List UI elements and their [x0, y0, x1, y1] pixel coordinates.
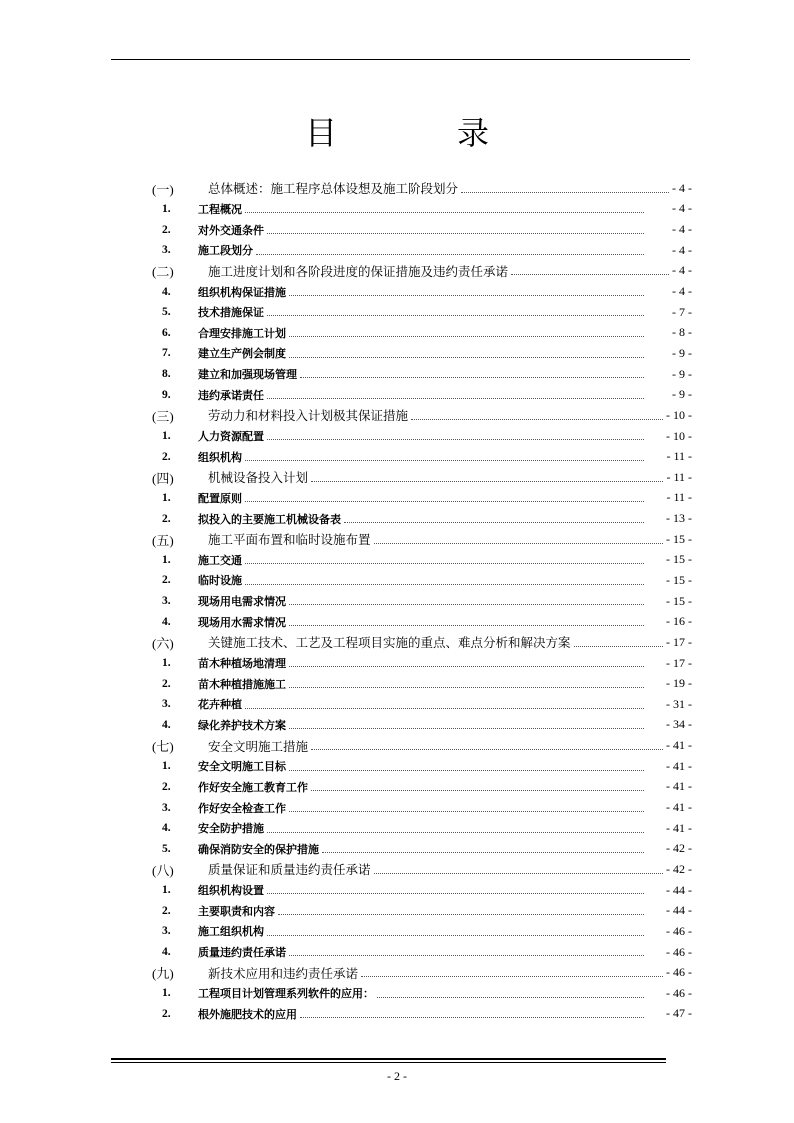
- toc-dot-leader: [377, 997, 644, 998]
- toc-dot-leader: [289, 811, 644, 812]
- toc-dot-leader: [245, 212, 644, 213]
- toc-entry-page: - 4 -: [672, 180, 692, 195]
- header-rule: [111, 59, 690, 60]
- toc-item-entry[interactable]: [150, 302, 692, 323]
- toc-entry-number: 2.: [162, 780, 171, 793]
- toc-entry-page: - 4 -: [672, 201, 692, 216]
- toc-entry-number: 5.: [162, 842, 171, 855]
- toc-entry-page: - 41 -: [666, 800, 692, 815]
- toc-entry-page: - 15 -: [666, 593, 692, 608]
- toc-entry-title: 苗木种植措施施工: [198, 677, 286, 691]
- toc-entry-title: 组织机构设置: [198, 884, 264, 898]
- toc-entry-title: 根外施肥技术的应用: [198, 1007, 297, 1021]
- toc-item-entry[interactable]: [150, 715, 692, 736]
- toc-entry-page: - 10 -: [666, 428, 692, 443]
- toc-entry-title: 质量违约责任承诺: [198, 946, 286, 960]
- toc-dot-leader: [245, 460, 644, 461]
- toc-entry-number: (六): [152, 635, 174, 651]
- toc-entry-page: - 7 -: [672, 304, 692, 319]
- toc-dot-leader: [461, 192, 669, 193]
- toc-dot-leader: [256, 254, 644, 255]
- toc-entry-page: - 10 -: [666, 407, 692, 422]
- toc-entry-number: 2.: [162, 677, 171, 690]
- toc-section-entry[interactable]: [150, 859, 692, 880]
- toc-item-entry[interactable]: [150, 756, 692, 777]
- toc-item-entry[interactable]: [150, 281, 692, 302]
- toc-dot-leader: [511, 274, 669, 275]
- toc-entry-page: - 46 -: [666, 923, 692, 938]
- toc-entry-number: 4.: [162, 946, 171, 959]
- page-number: - 2 -: [387, 1069, 407, 1083]
- toc-entry-number: 5.: [162, 306, 171, 319]
- toc-entry-page: - 41 -: [666, 758, 692, 773]
- toc-dot-leader: [322, 852, 644, 853]
- toc-item-entry[interactable]: [150, 694, 692, 715]
- toc-section-entry[interactable]: [150, 405, 692, 426]
- toc-entry-page: - 4 -: [672, 284, 692, 299]
- toc-section-entry[interactable]: [150, 735, 692, 756]
- toc-entry-number: (九): [152, 966, 174, 982]
- toc-entry-page: - 46 -: [666, 965, 692, 980]
- toc-item-entry[interactable]: [150, 797, 692, 818]
- toc-entry-number: 8.: [162, 368, 171, 381]
- toc-dot-leader: [245, 708, 644, 709]
- toc-entry-number: (四): [152, 470, 174, 486]
- toc-entry-title: 施工进度计划和各阶段进度的保证措施及违约责任承诺: [208, 263, 509, 279]
- toc-dot-leader: [245, 563, 644, 564]
- toc-entry-title: 施工交通: [198, 553, 242, 567]
- toc-entry-number: (八): [152, 862, 174, 878]
- toc-entry-number: 1.: [162, 657, 171, 670]
- toc-entry-title: 质量保证和质量违约责任承诺: [208, 862, 371, 878]
- toc-entry-title: 机械设备投入计划: [208, 470, 309, 486]
- toc-entry-title: 现场用电需求情况: [198, 595, 286, 609]
- toc-entry-title: 拟投入的主要施工机械设备表: [198, 512, 341, 526]
- toc-dot-leader: [311, 790, 644, 791]
- toc-item-entry[interactable]: [150, 550, 692, 571]
- toc-entry-title: 对外交通条件: [198, 223, 264, 237]
- toc-entry-title: 安全文明施工措施: [208, 738, 309, 754]
- toc-entry-number: 1.: [162, 491, 171, 504]
- page-title: [0, 108, 794, 154]
- toc-entry-page: - 46 -: [666, 944, 692, 959]
- toc-entry-number: (三): [152, 408, 174, 424]
- toc-entry-title: 临时设施: [198, 574, 242, 588]
- toc-entry-title: 组织机构: [198, 450, 242, 464]
- toc-entry-number: 3.: [162, 595, 171, 608]
- toc-item-entry[interactable]: [150, 488, 692, 509]
- toc-entry-title: 工程项目计划管理系列软件的应用：: [198, 987, 374, 1001]
- toc-entry-number: 2.: [162, 904, 171, 917]
- toc-dot-leader: [374, 543, 663, 544]
- toc-entry-title: 技术措施保证: [198, 306, 264, 320]
- toc-entry-title: 安全文明施工目标: [198, 760, 286, 774]
- toc-dot-leader: [267, 233, 644, 234]
- toc-entry-page: - 41 -: [666, 738, 692, 753]
- toc-entry-page: - 9 -: [672, 387, 692, 402]
- toc-entry-number: 7.: [162, 347, 171, 360]
- toc-dot-leader: [289, 336, 644, 337]
- toc-dot-leader: [300, 377, 644, 378]
- toc-entry-title: 安全防护措施: [198, 822, 264, 836]
- toc-dot-leader: [278, 914, 644, 915]
- toc-entry-page: - 31 -: [666, 696, 692, 711]
- toc-item-entry[interactable]: [150, 322, 692, 343]
- toc-entry-page: - 46 -: [666, 985, 692, 1000]
- toc-item-entry[interactable]: [150, 384, 692, 405]
- toc-entry-number: 3.: [162, 801, 171, 814]
- toc-dot-leader: [374, 873, 663, 874]
- toc-entry-number: 4.: [162, 718, 171, 731]
- toc-dot-leader: [267, 832, 644, 833]
- toc-entry-page: - 15 -: [666, 531, 692, 546]
- toc-entry-number: 3.: [162, 925, 171, 938]
- toc-entry-title: 劳动力和材料投入计划极其保证措施: [208, 408, 409, 424]
- toc-entry-title: 主要职责和内容: [198, 904, 275, 918]
- toc-entry-title: 确保消防安全的保护措施: [198, 842, 319, 856]
- toc-dot-leader: [289, 295, 644, 296]
- toc-entry-number: 3.: [162, 698, 171, 711]
- toc-item-entry[interactable]: [150, 426, 692, 447]
- toc-entry-title: 施工组织机构: [198, 925, 264, 939]
- toc-item-entry[interactable]: [150, 199, 692, 220]
- toc-dot-leader: [311, 749, 663, 750]
- toc-entry-number: (二): [152, 264, 174, 280]
- toc-item-entry[interactable]: [150, 921, 692, 942]
- toc-entry-page: - 42 -: [666, 841, 692, 856]
- toc-entry-title: 总体概述：施工程序总体设想及施工阶段划分: [208, 181, 459, 197]
- toc-dot-leader: [289, 604, 644, 605]
- toc-entry-title: 施工段划分: [198, 244, 253, 258]
- toc-entry-page: - 4 -: [672, 222, 692, 237]
- toc-entry-page: - 34 -: [666, 717, 692, 732]
- toc-entry-title: 花卉种植: [198, 698, 242, 712]
- toc-entry-title: 作好安全检查工作: [198, 801, 286, 815]
- toc-item-entry[interactable]: [150, 343, 692, 364]
- toc-entry-title: 新技术应用和违约责任承诺: [208, 965, 359, 981]
- toc-entry-page: - 11 -: [666, 469, 692, 484]
- toc-dot-leader: [245, 501, 644, 502]
- toc-entry-number: 1.: [162, 987, 171, 1000]
- toc-dot-leader: [245, 584, 644, 585]
- toc-dot-leader: [267, 398, 644, 399]
- toc-dot-leader: [267, 893, 644, 894]
- toc-item-entry[interactable]: [150, 900, 692, 921]
- toc-entry-title: 合理安排施工计划: [198, 326, 286, 340]
- toc-item-entry[interactable]: [150, 219, 692, 240]
- toc-entry-title: 违约承诺责任: [198, 388, 264, 402]
- footer-rule: [111, 1058, 666, 1060]
- toc-entry-page: - 4 -: [672, 263, 692, 278]
- toc-entry-page: - 11 -: [666, 490, 692, 505]
- toc-section-entry[interactable]: [150, 962, 692, 983]
- toc-dot-leader: [289, 728, 644, 729]
- toc-entry-number: 4.: [162, 285, 171, 298]
- toc-item-entry[interactable]: [150, 653, 692, 674]
- toc-entry-page: - 41 -: [666, 820, 692, 835]
- toc-entry-title: 配置原则: [198, 491, 242, 505]
- toc-section-entry[interactable]: [150, 467, 692, 488]
- toc-entry-page: - 15 -: [666, 572, 692, 587]
- toc-section-entry[interactable]: [150, 632, 692, 653]
- toc-dot-leader: [267, 439, 644, 440]
- toc-entry-number: (一): [152, 181, 174, 197]
- toc-entry-page: - 15 -: [666, 552, 692, 567]
- toc-dot-leader: [289, 625, 644, 626]
- toc-entry-page: - 8 -: [672, 325, 692, 340]
- toc-entry-number: 2.: [162, 512, 171, 525]
- toc-entry-number: 3.: [162, 244, 171, 257]
- toc-dot-leader: [289, 770, 644, 771]
- toc-item-entry[interactable]: [150, 1004, 692, 1025]
- toc-item-entry[interactable]: [150, 839, 692, 860]
- toc-item-entry[interactable]: [150, 446, 692, 467]
- toc-item-entry[interactable]: [150, 240, 692, 261]
- toc-entry-page: - 11 -: [666, 449, 692, 464]
- toc-dot-leader: [300, 1017, 644, 1018]
- toc-entry-number: 4.: [162, 615, 171, 628]
- toc-entry-page: - 44 -: [666, 882, 692, 897]
- toc-entry-number: 2.: [162, 450, 171, 463]
- toc-entry-title: 现场用水需求情况: [198, 615, 286, 629]
- toc-dot-leader: [411, 419, 663, 420]
- title-char-right: 录: [457, 114, 490, 152]
- toc-entry-number: 1.: [162, 430, 171, 442]
- toc-entry-page: - 17 -: [666, 655, 692, 670]
- toc-dot-leader: [267, 315, 644, 316]
- toc-dot-leader: [574, 646, 663, 647]
- toc-item-entry[interactable]: [150, 611, 692, 632]
- toc-entry-number: 6.: [162, 326, 171, 339]
- toc-dot-leader: [289, 357, 644, 358]
- toc-entry-number: (七): [152, 739, 174, 755]
- toc-item-entry[interactable]: [150, 777, 692, 798]
- toc-entry-page: - 47 -: [666, 1006, 692, 1021]
- toc-section-entry[interactable]: [150, 178, 692, 199]
- table-of-contents: [150, 178, 692, 1024]
- toc-entry-title: 作好安全施工教育工作: [198, 780, 308, 794]
- toc-entry-number: 2.: [162, 574, 171, 587]
- toc-entry-page: - 4 -: [672, 242, 692, 257]
- toc-dot-leader: [311, 481, 663, 482]
- toc-entry-number: 4.: [162, 822, 171, 835]
- toc-entry-title: 关键施工技术、工艺及工程项目实施的重点、难点分析和解决方案: [208, 635, 571, 651]
- toc-entry-number: 2.: [162, 223, 171, 236]
- toc-entry-page: - 41 -: [666, 779, 692, 794]
- title-char-left: 目: [304, 114, 337, 152]
- footer-rule-thin: [111, 1062, 666, 1063]
- toc-entry-page: - 17 -: [666, 634, 692, 649]
- toc-dot-leader: [289, 687, 644, 688]
- toc-entry-page: - 42 -: [666, 861, 692, 876]
- toc-entry-title: 建立生产例会制度: [198, 347, 286, 361]
- toc-entry-title: 组织机构保证措施: [198, 285, 286, 299]
- toc-entry-number: 1.: [162, 553, 171, 566]
- toc-entry-title: 工程概况: [198, 202, 242, 216]
- toc-dot-leader: [289, 666, 644, 667]
- toc-dot-leader: [267, 935, 644, 936]
- toc-item-entry[interactable]: [150, 983, 692, 1004]
- toc-entry-page: - 19 -: [666, 676, 692, 691]
- toc-item-entry[interactable]: [150, 364, 692, 385]
- toc-entry-title: 施工平面布置和临时设施布置: [208, 532, 371, 548]
- toc-entry-page: - 9 -: [672, 366, 692, 381]
- toc-entry-title: 苗木种植场地清理: [198, 657, 286, 671]
- toc-entry-page: - 13 -: [666, 511, 692, 526]
- toc-entry-number: 1.: [162, 884, 171, 897]
- toc-item-entry[interactable]: [150, 570, 692, 591]
- toc-section-entry[interactable]: [150, 529, 692, 550]
- toc-item-entry[interactable]: [150, 942, 692, 963]
- toc-entry-title: 建立和加强现场管理: [198, 368, 297, 382]
- toc-item-entry[interactable]: [150, 508, 692, 529]
- toc-entry-title: 人力资源配置: [198, 430, 264, 443]
- toc-entry-title: 绿化养护技术方案: [198, 718, 286, 732]
- toc-item-entry[interactable]: [150, 880, 692, 901]
- toc-entry-number: 9.: [162, 388, 171, 401]
- toc-entry-page: - 9 -: [672, 345, 692, 360]
- toc-dot-leader: [289, 955, 644, 956]
- toc-entry-page: - 44 -: [666, 903, 692, 918]
- toc-dot-leader: [344, 522, 644, 523]
- toc-section-entry[interactable]: [150, 261, 692, 282]
- toc-entry-number: 2.: [162, 1007, 171, 1020]
- toc-entry-page: - 16 -: [666, 614, 692, 629]
- toc-entry-number: 1.: [162, 202, 171, 215]
- toc-item-entry[interactable]: [150, 591, 692, 612]
- toc-entry-number: 1.: [162, 760, 171, 773]
- toc-dot-leader: [361, 976, 663, 977]
- toc-item-entry[interactable]: [150, 818, 692, 839]
- toc-entry-number: (五): [152, 532, 174, 548]
- toc-item-entry[interactable]: [150, 673, 692, 694]
